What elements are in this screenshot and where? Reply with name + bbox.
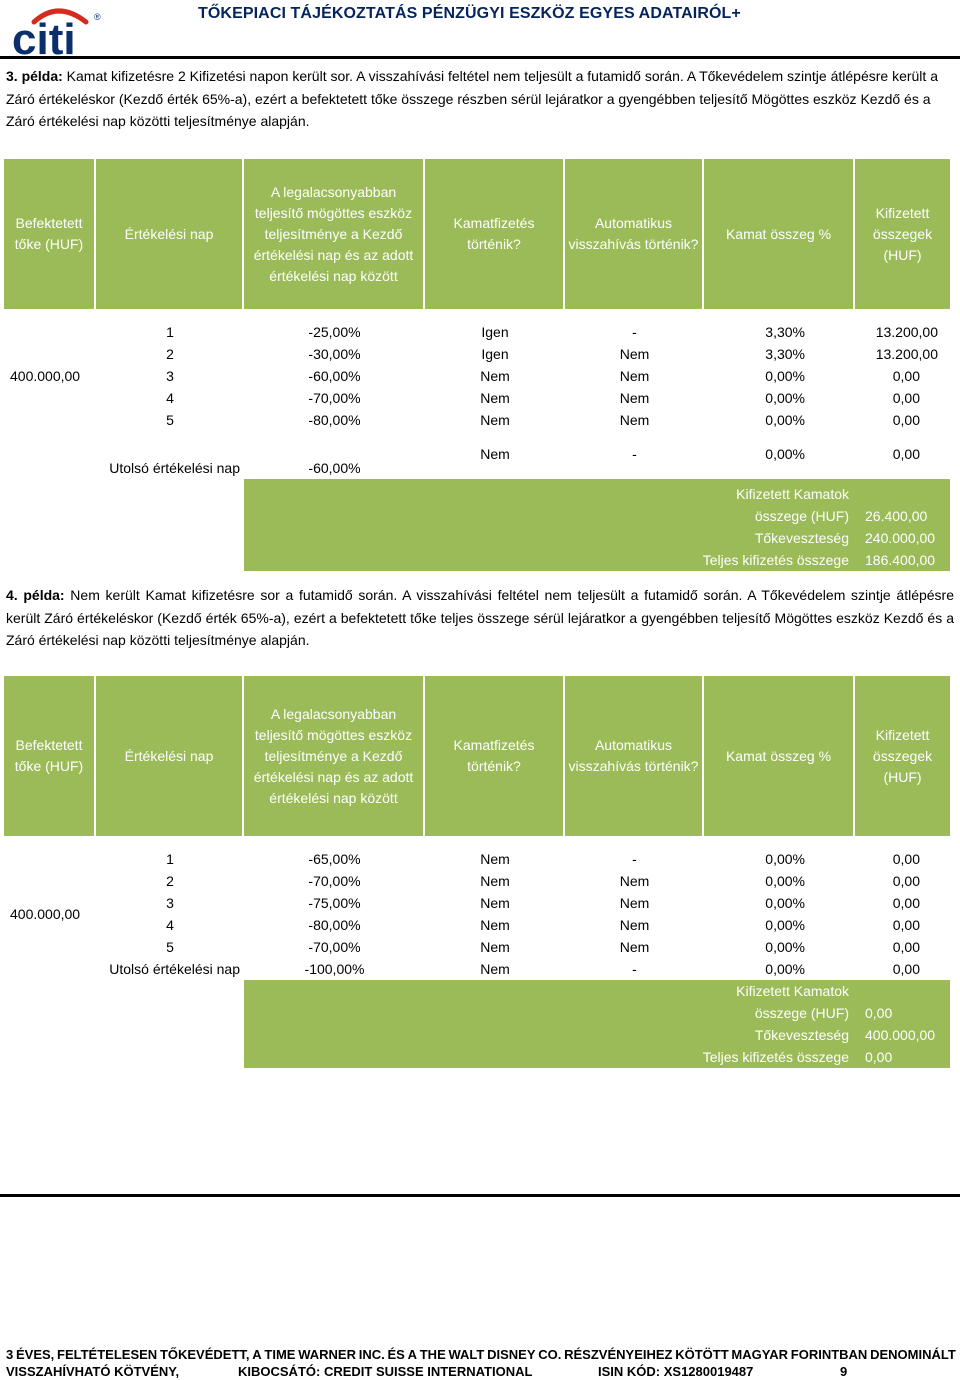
autocall-flag: -	[632, 324, 637, 340]
footer-isin: ISIN KÓD: XS1280019487	[598, 1364, 754, 1379]
autocall-flag: Nem	[619, 346, 650, 362]
table-row	[4, 936, 950, 958]
table-row	[4, 848, 950, 870]
interest-percent: 0,00%	[765, 939, 805, 955]
footer-product-name	[6, 1346, 956, 1363]
logo-text: citi	[12, 15, 76, 56]
footer-bond-type: VISSZAHÍVHATÓ KÖTVÉNY,	[6, 1364, 180, 1379]
paid-amount: 0,00	[892, 368, 920, 384]
table-row	[4, 343, 950, 365]
performance: -70,00%	[308, 390, 361, 406]
header-autocall: Automatikus visszahívás történik?	[565, 676, 704, 836]
interest-flag: Nem	[480, 446, 510, 462]
summary-value: 400.000,00	[855, 1024, 950, 1046]
invested-amount: 400.000,00	[10, 368, 81, 384]
interest-percent: 0,00%	[765, 895, 805, 911]
valuation-day: 5	[166, 939, 174, 955]
footer-word: FORINTBAN	[790, 1347, 868, 1362]
summary-value: 0,00	[855, 1002, 950, 1024]
example-3-label: 3. példa:	[6, 68, 63, 84]
summary-label: Tőkeveszteség	[244, 527, 855, 549]
table-row	[4, 321, 950, 343]
footer-word: ÉVES,	[15, 1347, 55, 1362]
interest-percent: 0,00%	[765, 961, 805, 977]
valuation-day: 4	[166, 917, 174, 933]
footer-word: A	[407, 1347, 417, 1362]
table-row-last	[4, 443, 950, 479]
header-invested-capital: Befektetett tőke (HUF)	[4, 676, 96, 836]
paid-amount: 0,00	[892, 873, 920, 889]
paid-amount: 0,00	[892, 412, 920, 428]
summary-row	[4, 1046, 950, 1068]
valuation-day: 3	[166, 895, 174, 911]
interest-percent: 0,00%	[765, 851, 805, 867]
summary-row	[4, 527, 950, 549]
footer-word: DENOMINÁLT	[870, 1347, 956, 1362]
autocall-flag: -	[632, 446, 637, 462]
performance: -80,00%	[308, 917, 361, 933]
interest-flag: Nem	[480, 368, 510, 384]
interest-flag: Nem	[480, 851, 510, 867]
summary-row	[4, 1024, 950, 1046]
header-paid-amounts: Kifizetett összegek (HUF)	[855, 676, 950, 836]
footer-word: CO.	[538, 1347, 562, 1362]
performance: -80,00%	[308, 412, 361, 428]
autocall-flag: Nem	[619, 873, 650, 889]
table-row-last	[4, 958, 950, 980]
footer-word: TŐKEVÉDETT,	[159, 1347, 250, 1362]
page-number: 9	[840, 1364, 848, 1379]
header-valuation-day: Értékelési nap	[96, 159, 244, 309]
interest-flag: Nem	[480, 873, 510, 889]
footer-word: 3	[6, 1347, 14, 1362]
summary-row	[4, 980, 950, 1002]
paid-amount: 13.200,00	[875, 346, 938, 362]
summary-value: 186.400,00	[855, 549, 950, 571]
summary-value: 240.000,00	[855, 527, 950, 549]
summary-label: Teljes kifizetés összege	[244, 1046, 855, 1068]
example-4-text: Nem került Kamat kifizetésre sor a futamidő során. A visszahívási feltétel nem teljesült a futamidő során. A Tőkevédelem szintje átlépésre került Záró értékeléskor (Kezdő érték 65%-a), ezért a befektetett tőke teljes összege sérül lejáratkor a gyengébben teljesítő Mögöttes eszköz Kezdő és a Záró értékelési nap közötti teljesítménye alapján.	[6, 587, 955, 648]
footer-word: THE	[419, 1347, 446, 1362]
performance: -70,00%	[308, 939, 361, 955]
summary-value: 0,00	[855, 1046, 950, 1068]
paid-amount: 0,00	[892, 917, 920, 933]
autocall-flag: -	[632, 961, 637, 977]
performance: -70,00%	[308, 873, 361, 889]
interest-percent: 0,00%	[765, 368, 805, 384]
document-title: TŐKEPIACI TÁJÉKOZTATÁS PÉNZÜGYI ESZKÖZ EGYES ADATAIRÓL+	[198, 5, 741, 22]
example-4-description	[6, 584, 954, 652]
interest-percent: 3,30%	[765, 324, 805, 340]
performance: -30,00%	[308, 346, 361, 362]
header-divider	[0, 56, 960, 59]
summary-row	[4, 505, 950, 527]
table-row	[4, 409, 950, 431]
interest-percent: 0,00%	[765, 412, 805, 428]
footer-word: INC.	[358, 1347, 385, 1362]
interest-flag: Nem	[480, 961, 510, 977]
summary-label: Kifizetett Kamatok	[244, 980, 855, 1002]
summary-row	[4, 1002, 950, 1024]
footer-word: WALT	[448, 1347, 485, 1362]
header-interest-paid: Kamatfizetés történik?	[425, 676, 565, 836]
invested-amount: 400.000,00	[10, 906, 81, 922]
table-row	[4, 365, 950, 387]
valuation-day: 1	[166, 324, 174, 340]
valuation-day: 3	[166, 368, 174, 384]
autocall-flag: -	[632, 851, 637, 867]
performance: -75,00%	[308, 895, 361, 911]
performance: -25,00%	[308, 324, 361, 340]
autocall-flag: Nem	[619, 939, 650, 955]
svg-text:®: ®	[94, 12, 101, 22]
header-worst-performance: A legalacsonyabban teljesítő mögöttes eszköz teljesítménye a Kezdő értékelési nap és az adott értékelési nap között	[244, 159, 425, 309]
valuation-day: 2	[166, 873, 174, 889]
interest-flag: Nem	[480, 412, 510, 428]
table-row	[4, 914, 950, 936]
summary-value	[855, 980, 950, 1002]
example-3-text: Kamat kifizetésre 2 Kifizetési napon került sor. A visszahívási feltétel nem teljesült a futamidő során. A Tőkevédelem szintje átlépésre került a Záró értékeléskor (Kezdő érték 65%-a), ezért a befektetett tőke összege részben sérül lejáratkor a gyengébben teljesítő Mögöttes eszköz Kezdő és a Záró értékelési nap közötti teljesítménye alapján.	[6, 68, 938, 129]
paid-amount: 0,00	[892, 851, 920, 867]
paid-amount: 0,00	[892, 895, 920, 911]
interest-percent: 0,00%	[765, 917, 805, 933]
valuation-day: 1	[166, 851, 174, 867]
valuation-day: 4	[166, 390, 174, 406]
interest-percent: 0,00%	[765, 446, 805, 462]
table-row	[4, 892, 950, 914]
paid-amount: 13.200,00	[875, 324, 938, 340]
valuation-day: Utolsó értékelési nap	[109, 460, 240, 476]
footer-word: MAGYAR	[731, 1347, 789, 1362]
valuation-day: Utolsó értékelési nap	[109, 961, 240, 977]
footer-details	[6, 1363, 956, 1380]
footer-word: RÉSZVÉNYEIHEZ	[564, 1347, 673, 1362]
summary-label: Teljes kifizetés összege	[244, 549, 855, 571]
interest-percent: 0,00%	[765, 390, 805, 406]
autocall-flag: Nem	[619, 895, 650, 911]
header-worst-performance: A legalacsonyabban teljesítő mögöttes eszköz teljesítménye a Kezdő értékelési nap és az adott értékelési nap között	[244, 676, 425, 836]
footer-issuer: KIBOCSÁTÓ: CREDIT SUISSE INTERNATIONAL	[238, 1364, 533, 1379]
example-4-label: 4. példa:	[6, 587, 65, 603]
footer-word: TIME	[264, 1347, 296, 1362]
valuation-day: 5	[166, 412, 174, 428]
footer-word: KÖTÖTT	[675, 1347, 729, 1362]
summary-label: Tőkeveszteség	[244, 1024, 855, 1046]
footer-word: A	[252, 1347, 262, 1362]
summary-label: Kifizetett Kamatok	[244, 479, 855, 505]
footer-word: WARNER	[298, 1347, 356, 1362]
interest-flag: Nem	[480, 917, 510, 933]
autocall-flag: Nem	[619, 917, 650, 933]
summary-label: összege (HUF)	[244, 505, 855, 527]
paid-amount: 0,00	[892, 390, 920, 406]
performance: -60,00%	[308, 460, 361, 476]
header-autocall: Automatikus visszahívás történik?	[565, 159, 704, 309]
interest-flag: Nem	[480, 390, 510, 406]
citi-logo	[12, 4, 104, 56]
footer-word: DISNEY	[487, 1347, 536, 1362]
table-row	[4, 387, 950, 409]
interest-percent: 0,00%	[765, 873, 805, 889]
header-interest-percent: Kamat összeg %	[704, 676, 855, 836]
valuation-day: 2	[166, 346, 174, 362]
interest-flag: Igen	[481, 324, 509, 340]
page-footer	[6, 1346, 956, 1380]
paid-amount: 0,00	[892, 939, 920, 955]
header-interest-percent: Kamat összeg %	[704, 159, 855, 309]
footer-divider	[0, 1194, 960, 1197]
example-3-description	[6, 65, 954, 133]
summary-row	[4, 549, 950, 571]
summary-value: 26.400,00	[855, 505, 950, 527]
header-invested-capital: Befektetett tőke (HUF)	[4, 159, 96, 309]
performance: -60,00%	[308, 368, 361, 384]
footer-word: FELTÉTELESEN	[57, 1347, 158, 1362]
table-row	[4, 870, 950, 892]
example-3-table	[4, 159, 950, 571]
autocall-flag: Nem	[619, 368, 650, 384]
paid-amount: 0,00	[892, 446, 920, 462]
performance: -65,00%	[308, 851, 361, 867]
summary-value	[855, 479, 950, 505]
performance: -100,00%	[304, 961, 365, 977]
autocall-flag: Nem	[619, 412, 650, 428]
autocall-flag: Nem	[619, 390, 650, 406]
paid-amount: 0,00	[892, 961, 920, 977]
interest-flag: Nem	[480, 895, 510, 911]
summary-label: összege (HUF)	[244, 1002, 855, 1024]
summary-row	[4, 479, 950, 505]
example-4-table	[4, 676, 950, 1068]
interest-percent: 3,30%	[765, 346, 805, 362]
header-valuation-day: Értékelési nap	[96, 676, 244, 836]
header-interest-paid: Kamatfizetés történik?	[425, 159, 565, 309]
interest-flag: Igen	[481, 346, 509, 362]
header-paid-amounts: Kifizetett összegek (HUF)	[855, 159, 950, 309]
footer-word: ÉS	[387, 1347, 405, 1362]
interest-flag: Nem	[480, 939, 510, 955]
